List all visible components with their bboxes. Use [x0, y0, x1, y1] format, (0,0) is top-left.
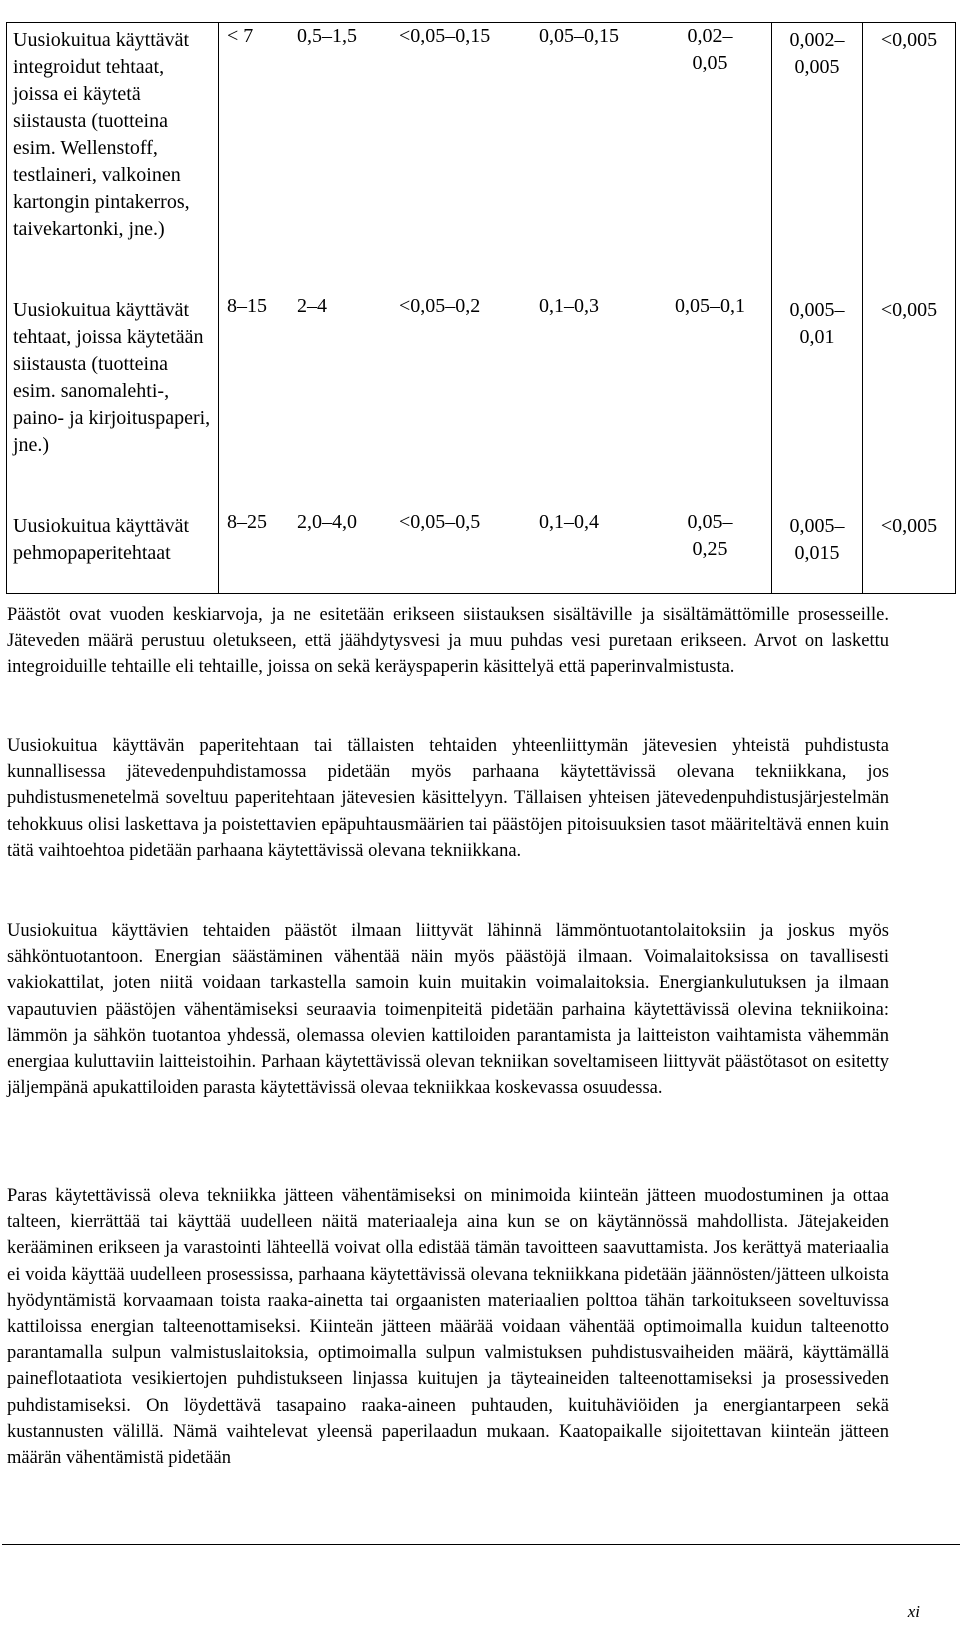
value-cell: 0,005– 0,01 — [789, 299, 845, 348]
value-cell: <0,05–0,5 — [399, 511, 481, 533]
row-label: Uusiokuitua käyttävät integroidut tehtaat, joissa ei käytetä siistausta (tuotteina esim. Wellenstoff, testlaineri, valkoinen kartongin pintakerros, taivekartonki, jne.) — [13, 29, 190, 240]
paragraph: Päästöt ovat vuoden keskiarvoja, ja ne esitetään erikseen siistauksen sisältäville ja sisältämättömille prosesseille. Jäteveden määrä perustuu oletukseen, että jäähdytysvesi ja muu puhdas vesi puretaan erikseen. Arvot on laskettu integroiduille tehtaille eli tehtaille, joissa on sekä keräyspaperin käsittelyä että paperinvalmistusta. — [7, 605, 889, 678]
value-cell: <0,05–0,15 — [399, 25, 491, 47]
column-values — [865, 27, 953, 593]
value-cell: 0,05–0,15 — [539, 25, 619, 47]
value-cell: 0,5–1,5 — [297, 25, 357, 47]
value-cell: <0,005 — [880, 299, 938, 321]
value-cell: 8–25 — [227, 511, 267, 533]
row-label: Uusiokuitua käyttävät tehtaat, joissa käytetään siistausta (tuotteina esim. sanomalehti-, paino- ja kirjoituspaperi, jne.) — [13, 299, 211, 456]
value-cell: 2,0–4,0 — [297, 511, 357, 533]
value-cell: 8–15 — [227, 295, 267, 317]
value-cell: < 7 — [227, 25, 254, 47]
value-cell: <0,05–0,2 — [399, 295, 481, 317]
paragraph: Uusiokuitua käyttävän paperitehtaan tai tällaisten tehtaiden yhteenliittymän jätevesien yhteistä puhdistusta kunnallisessa jätevedenpuhdistamossa pidetään myös parhaana käytettävissä olevana tekniikkana, jos puhdistusmenetelmä soveltuu paperitehtaan jätevesien käsittelyyn. Tällaisen yhteisen jätevedenpuhdistusjärjestelmän tehokkuus olisi laskettava ja poistettavien epäpuhtausmäärien tai päästöjen pitoisuuksien tasot määriteltävä ennen kuin tätä vaihtoehtoa pidetään parhaana käytettävissä olevana tekniikkana. — [7, 736, 889, 861]
row-label: Uusiokuitua käyttävät pehmopaperitehtaat — [13, 515, 190, 564]
value-cell: <0,005 — [880, 515, 938, 537]
value-cell: 0,05– 0,25 — [687, 511, 733, 560]
emissions-table — [6, 22, 956, 594]
value-cell: 0,1–0,4 — [539, 511, 599, 533]
paragraph: Uusiokuitua käyttävien tehtaiden päästöt ilmaan liittyvät lähinnä lämmöntuotantolaitoksiin ja joskus myös sähköntuotantoon. Energian säästäminen vähentää näin myös päästöjä ilmaan. Voimalaitoksissa on tavallisesti vakiokattilat, joten niitä voidaan tarkastella samoin kuin muitakin voimalaitoksia. Energiankulutuksen ja ilmaan vapautuvien päästöjen vähentämiseksi seuraavia toimenpiteitä pidetään parhaina käytettävissä olevina tekniikoina: lämmön ja sähkön tuotantoa yhdessä, olemassa olevien kattiloiden parantamista ja laitteiston vaihtamista vähemmän energiaa kuluttaviin laitteistoihin. Parhaan käytettävissä olevan tekniikan soveltamiseen liittyvät päästötasot on esitetty jäljempänä apukattiloiden parasta käytettävissä olevaa tekniikkaa koskevassa osuudessa. — [7, 921, 889, 1099]
table-row — [7, 23, 956, 594]
column-values — [772, 23, 862, 593]
value-cell: <0,005 — [880, 29, 938, 51]
value-cell: 0,005– 0,015 — [789, 515, 845, 564]
values-column-group — [219, 23, 772, 594]
paragraph: Paras käytettävissä oleva tekniikka jätteen vähentämiseksi on minimoida kiinteän jätteen muodostuminen ja ottaa talteen, kierrättää tai käyttää uudelleen näitä materiaaleja aina kun se on käytännössä mahdollista. Jätejakeiden kerääminen erikseen ja varastointi lähteellä voivat olla edistää tämän tavoitteen saavuttamista. Jos kerättyä materiaalia ei voida käyttää uudelleen prosessissa, parhaana käytettävissä olevana tekniikkana pidetään jäännösten/jätteen ulkoista hyödyntämistä korvaamaan toista raaka-ainetta tai orgaanisten materiaalien polttoa tähän tarkoitukseen soveltuvissa kattiloissa energian talteenottamiseksi. Kiinteän jätteen määrää voidaan vähentää optimoimalla kuidun talteenotto parantamalla sulpun valmistuslaitoksia, optimoimalla sulpun valmistuksen puhdistusvaiheiden määrä, käyttämällä paineflotaatiota vesikiertojen puhdistukseen linjassa kuitujen ja täyteaineiden talteenottamiseksi ja prosessiveden puhdistamiseksi. On löydettävä tasapaino raaka-aineen puhtauden, kuituhäviöiden ja energiantarpeen sekä kustannusten välillä. Nämä vaihtelevat yleensä paperilaadun mukaan. Kaatopaikalle sijoitettavan kiinteän jätteen määrän vähentämistä pidetään — [7, 1186, 889, 1469]
value-cell: 0,05–0,1 — [675, 295, 745, 317]
values-column-7 — [863, 23, 956, 594]
page-number: xi — [907, 1602, 920, 1621]
values-row — [219, 23, 771, 293]
value-cell: 0,1–0,3 — [539, 295, 599, 317]
values-column-6 — [772, 23, 863, 594]
values-row — [219, 293, 771, 509]
value-cell: 0,02– 0,05 — [687, 25, 733, 74]
values-row — [219, 509, 771, 589]
value-cell: 0,002– 0,005 — [789, 29, 845, 78]
footer-divider — [2, 1544, 960, 1545]
value-cell: 2–4 — [297, 295, 327, 317]
row-label-column — [7, 23, 219, 594]
